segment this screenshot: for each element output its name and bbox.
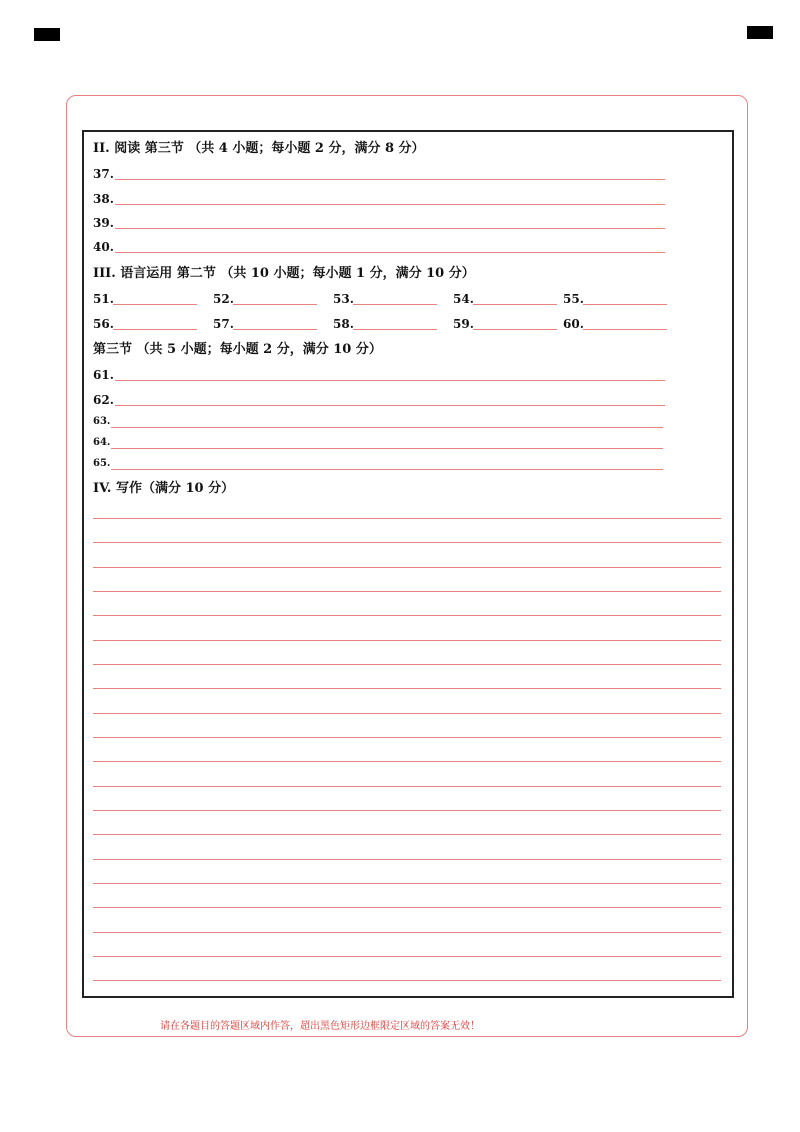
question-number: 62. [93,393,114,407]
answer-row-40[interactable] [93,236,665,254]
question-number: 38. [93,192,114,206]
question-number: 57. [213,317,234,331]
answer-blank-51[interactable] [93,288,199,306]
registration-mark-right [747,26,773,39]
answer-blank-55[interactable] [563,288,669,306]
footer-notice: 请在各题目的答题区域内作答，超出黑色矩形边框限定区域的答案无效！ [160,1021,480,1032]
answer-blank-54[interactable] [453,288,559,306]
writing-line [93,567,721,568]
answer-line [115,179,665,180]
writing-line [93,907,721,908]
writing-line [93,664,721,665]
writing-line [93,518,721,519]
answer-line [583,329,667,330]
answer-row-63[interactable] [93,411,663,429]
question-number: 60. [563,317,584,331]
answer-row-61[interactable] [93,364,665,382]
answer-line [233,304,317,305]
answer-row-65[interactable] [93,453,663,471]
answer-line [583,304,667,305]
writing-line [93,932,721,933]
answer-area-frame [82,130,734,998]
writing-line [93,591,721,592]
writing-line [93,542,721,543]
registration-mark-left [34,28,60,41]
answer-line [111,427,663,428]
answer-blank-60[interactable] [563,313,669,331]
question-number: 59. [453,317,474,331]
section-reading-title: II. 阅读 第三节 （共 4 小题；每小题 2 分，满分 8 分） [93,141,425,156]
answer-line [113,329,197,330]
answer-line [473,329,557,330]
writing-line [93,786,721,787]
writing-line [93,980,721,981]
answer-line [111,469,663,470]
question-number: 56. [93,317,114,331]
writing-line [93,688,721,689]
writing-line [93,737,721,738]
writing-line [93,640,721,641]
answer-line [115,252,665,253]
question-number: 52. [213,292,234,306]
section-writing-title: IV. 写作（满分 10 分） [93,481,235,496]
question-number: 64. [93,437,111,448]
question-number: 53. [333,292,354,306]
question-number: 55. [563,292,584,306]
answer-line [115,228,665,229]
question-number: 58. [333,317,354,331]
writing-line [93,713,721,714]
question-number: 39. [93,216,114,230]
answer-row-64[interactable] [93,432,663,450]
question-number: 37. [93,167,114,181]
answer-line [233,329,317,330]
question-number: 40. [93,240,114,254]
answer-row-37[interactable] [93,163,665,181]
section-language-part2-title: III. 语言运用 第二节 （共 10 小题；每小题 1 分，满分 10 分） [93,266,475,281]
writing-line [93,834,721,835]
answer-line [115,405,665,406]
answer-line [353,329,437,330]
writing-line [93,615,721,616]
answer-line [473,304,557,305]
question-number: 65. [93,458,111,469]
answer-blank-52[interactable] [213,288,319,306]
question-number: 63. [93,416,111,427]
answer-line [353,304,437,305]
writing-line [93,810,721,811]
section-language-part3-title: 第三节 （共 5 小题；每小题 2 分，满分 10 分） [93,342,382,357]
writing-line [93,956,721,957]
question-number: 54. [453,292,474,306]
writing-line [93,761,721,762]
answer-line [111,448,663,449]
answer-row-62[interactable] [93,389,665,407]
writing-line [93,883,721,884]
answer-blank-57[interactable] [213,313,319,331]
answer-blank-53[interactable] [333,288,439,306]
question-number: 61. [93,368,114,382]
answer-line [115,204,665,205]
answer-row-38[interactable] [93,188,665,206]
question-number: 51. [93,292,114,306]
answer-blank-59[interactable] [453,313,559,331]
answer-line [113,304,197,305]
answer-line [115,380,665,381]
answer-blank-58[interactable] [333,313,439,331]
answer-row-39[interactable] [93,212,665,230]
writing-line [93,859,721,860]
answer-blank-56[interactable] [93,313,199,331]
